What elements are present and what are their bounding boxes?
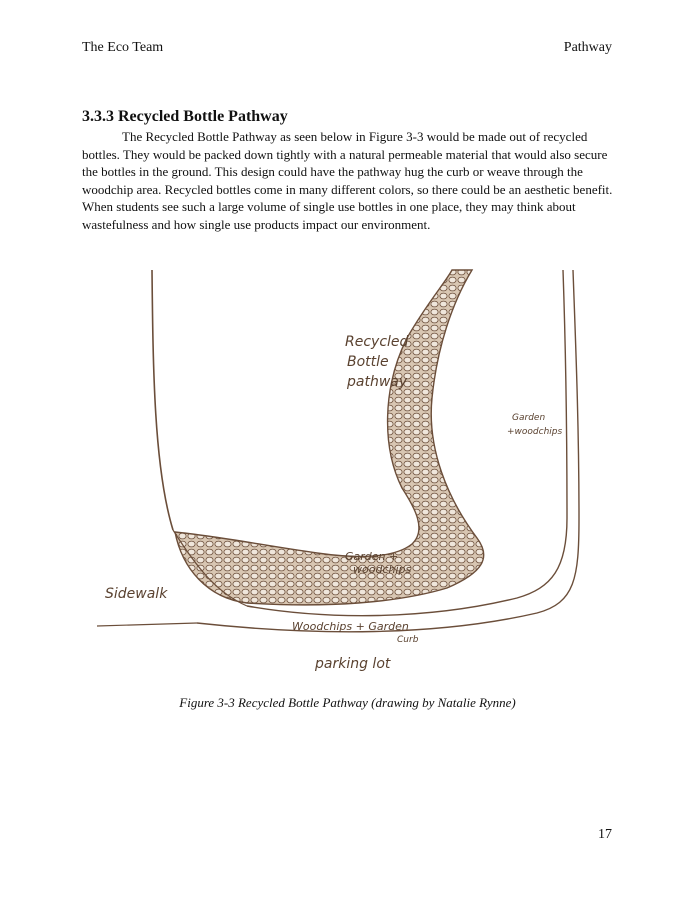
- label-garden-mid-1: Garden +: [345, 550, 399, 563]
- label-garden-mid-2: woodchips: [353, 563, 412, 576]
- page-number: 17: [598, 827, 612, 842]
- pathway-drawing: [97, 268, 587, 680]
- sidewalk-edge-line: [152, 270, 173, 530]
- header-team-name: The Eco Team: [82, 40, 164, 55]
- bottle-pathway-area: [175, 270, 484, 605]
- label-curb: Curb: [397, 635, 419, 645]
- label-pathway-2: Bottle: [347, 354, 389, 370]
- figure-caption: Figure 3-3 Recycled Bottle Pathway (drawing by Natalie Rynne): [179, 695, 516, 710]
- sidewalk-boundary-line: [97, 623, 197, 626]
- label-pathway-1: Recycled: [345, 334, 409, 350]
- label-sidewalk: Sidewalk: [105, 586, 168, 602]
- label-garden-right-1: Garden: [512, 413, 546, 423]
- section-heading: 3.3.3 Recycled Bottle Pathway: [82, 108, 288, 125]
- header-section-name: Pathway: [563, 40, 612, 55]
- label-woodchips-strip: Woodchips + Garden: [292, 620, 409, 633]
- label-garden-right-2: +woodchips: [507, 427, 563, 437]
- label-parking-lot: parking lot: [315, 656, 391, 672]
- label-pathway-3: pathway: [347, 374, 408, 390]
- section-paragraph: The Recycled Bottle Pathway as seen below in Figure 3-3 would be made out of recycled bottles. They would be packed down tightly with a natural permeable material that would also secure the bottles in the ground. This design could have the pathway hug the curb or weave through the woodchip area. Recycled bottles come in many different colors, so there could be an aesthetic benefit. When students see such a large volume of single use bottles in one place, they may think about wastefulness and how single use products impact our environment.: [82, 129, 613, 232]
